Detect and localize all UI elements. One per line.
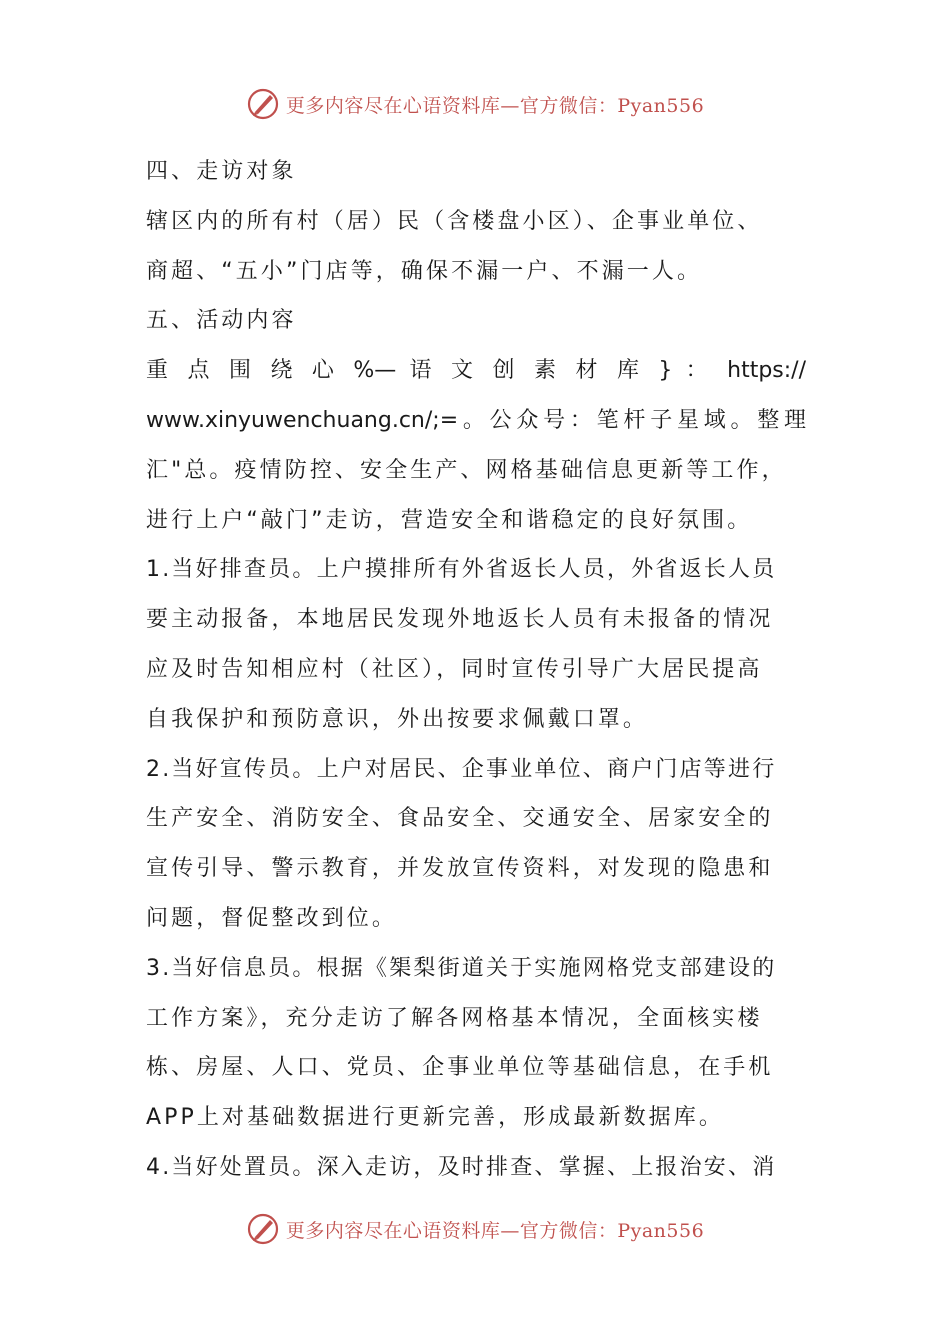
paragraph-line: 工作方案》，充分走访了解各网格基本情况，全面核实楼 xyxy=(146,1005,763,1031)
list-item-publicist: 2.当好宣传员。上户对居民、企事业单位、商户门店等进行 xyxy=(146,756,777,782)
paragraph-line: 重 点 围 绕 心 %— 语 文 创 素 材 库 } ： https:// xyxy=(146,358,806,384)
paragraph-line: 进行上户“敲门”走访，营造安全和谐稳定的良好氛围。 xyxy=(146,507,753,533)
watermark-banner-bottom xyxy=(0,1209,950,1249)
paragraph-line: 汇"总。疫情防控、安全生产、网格基础信息更新等工作， xyxy=(146,457,787,483)
heading-activity-content: 五、活动内容 xyxy=(146,308,297,334)
list-item-informant: 3.当好信息员。根据《榘梨街道关于实施网格党支部建设的 xyxy=(146,955,777,981)
watermark-banner-top xyxy=(0,84,950,124)
paragraph-line: 栋、房屋、人口、党员、企事业单位等基础信息，在手机 xyxy=(146,1055,774,1081)
quill-logo-icon xyxy=(246,87,280,121)
document-body xyxy=(146,147,806,1193)
paragraph-line: 要主动报备，本地居民发现外地返长人员有未报备的情况 xyxy=(146,607,774,633)
paragraph-line: 问题，督促整改到位。 xyxy=(146,905,398,931)
paragraph-line: 商超、“五小”门店等，确保不漏一户、不漏一人。 xyxy=(146,258,703,284)
watermark-text: 更多内容尽在心语资料库—官方微信：Pyan556 xyxy=(285,94,705,117)
paragraph-line: 应及时告知相应村（社区），同时宣传引导广大居民提高 xyxy=(146,656,763,682)
paragraph-line: 生产安全、消防安全、食品安全、交通安全、居家安全的 xyxy=(146,806,774,832)
paragraph-line: APP上对基础数据进行更新完善，形成最新数据库。 xyxy=(146,1105,724,1131)
quill-logo-icon xyxy=(246,1212,280,1246)
paragraph-line: www.xinyuwenchuang.cn/;=。公众号：笔杆子星域。整理 xyxy=(146,407,806,433)
list-item-inspector: 1.当好排查员。上户摸排所有外省返长人员，外省返长人员 xyxy=(146,557,777,583)
heading-visit-target: 四、走访对象 xyxy=(146,159,297,184)
list-item-handler: 4.当好处置员。深入走访，及时排查、掌握、上报治安、消 xyxy=(146,1154,777,1180)
paragraph-line: 辖区内的所有村（居）民（含楼盘小区）、企事业单位、 xyxy=(146,208,763,234)
paragraph-line: 宣传引导、警示教育，并发放宣传资料，对发现的隐患和 xyxy=(146,856,774,882)
watermark-text: 更多内容尽在心语资料库—官方微信：Pyan556 xyxy=(285,1219,705,1242)
paragraph-line: 自我保护和预防意识，外出按要求佩戴口罩。 xyxy=(146,706,649,732)
